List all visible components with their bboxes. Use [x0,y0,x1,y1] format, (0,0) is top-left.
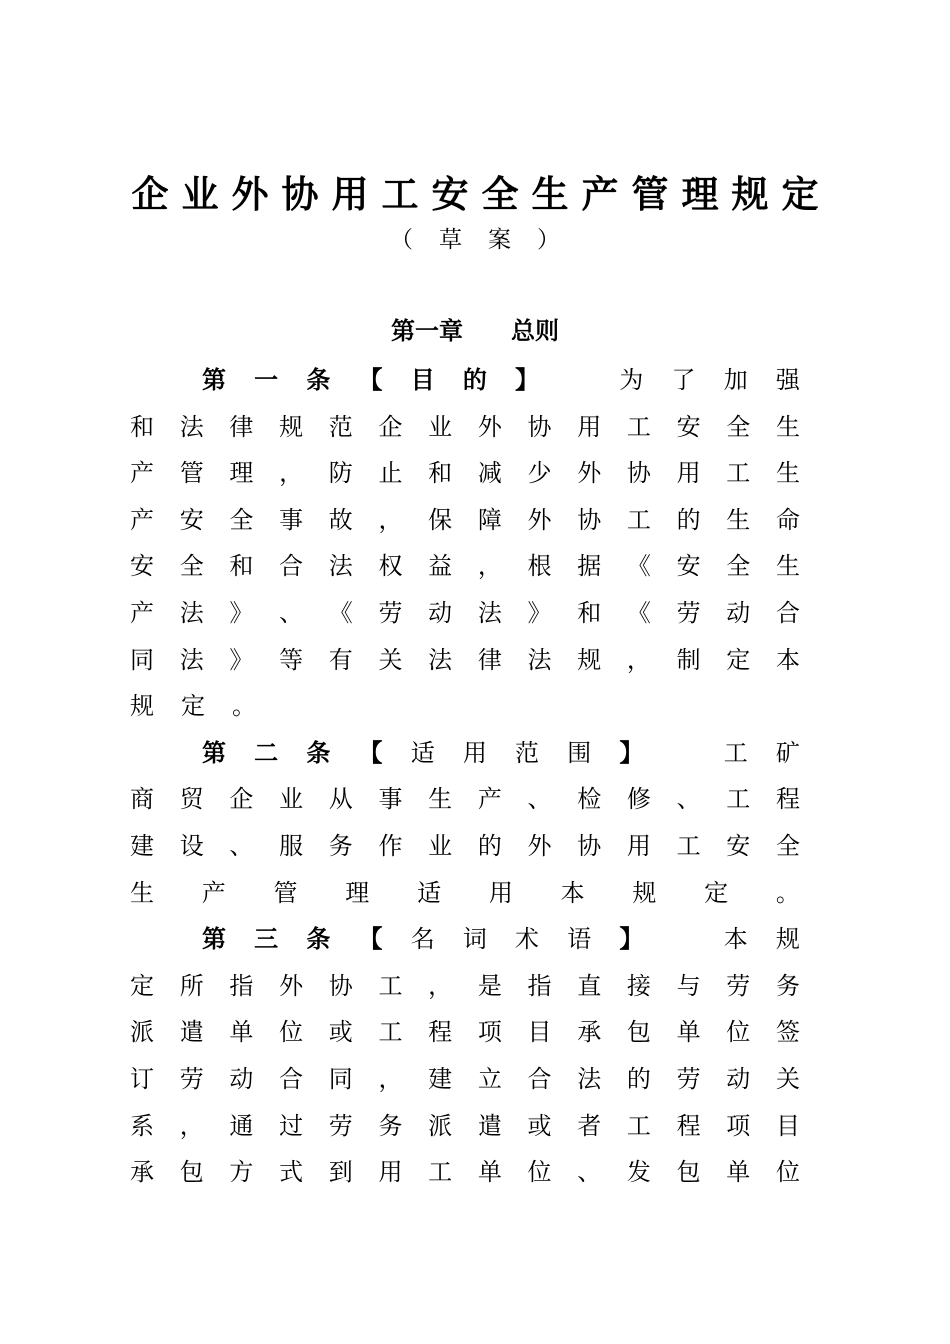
document-title: 企业外协用工安全生产管理规定 [131,172,832,216]
text-line: 第 二 条 【 适 用 范 围 】 工 矿 [202,737,800,767]
document-subtitle: （草案） [390,227,586,253]
text-line: 派 遣 单 位 或 工 程 项 目 承 包 单 位 签 [130,1018,800,1047]
text-line: 产 法 》 、 《 劳 动 法 》 和 《 劳 动 合 [130,598,800,627]
text-line: 产 安 全 事 故 ， 保 障 外 协 工 的 生 命 [130,505,800,534]
article-body [130,357,800,1196]
text-line: 商 贸 企 业 从 事 生 产 、 检 修 、 工 程 [130,785,800,814]
text-line: 安 全 和 合 法 权 益 ， 根 据 《 安 全 生 [130,552,800,581]
chapter-heading: 第一章 总则 [391,316,559,345]
text-line: 生 产 管 理 适 用 本 规 定 。 [130,878,800,907]
text-line: 第 三 条 【 名 词 术 语 】 本 规 [202,924,800,954]
text-line: 和 法 律 规 范 企 业 外 协 用 工 安 全 生 [130,412,800,441]
text-line: 建 设 、 服 务 作 业 的 外 协 用 工 安 全 [130,831,800,860]
text-line: 定 所 指 外 协 工 ， 是 指 直 接 与 劳 务 [130,971,800,1000]
text-line: 规 定 。 [130,692,256,721]
text-line: 同 法 》 等 有 关 法 律 法 规 ， 制 定 本 [130,645,800,674]
text-line: 产 管 理 ， 防 止 和 减 少 外 协 用 工 生 [130,459,800,488]
text-line: 系 ， 通 过 劳 务 派 遣 或 者 工 程 项 目 [130,1111,800,1140]
text-line: 第 一 条 【 目 的 】 为 了 加 强 [202,365,800,394]
text-line: 订 劳 动 合 同 ， 建 立 合 法 的 劳 动 关 [130,1064,800,1093]
text-line: 承 包 方 式 到 用 工 单 位 、 发 包 单 位 [130,1158,800,1187]
